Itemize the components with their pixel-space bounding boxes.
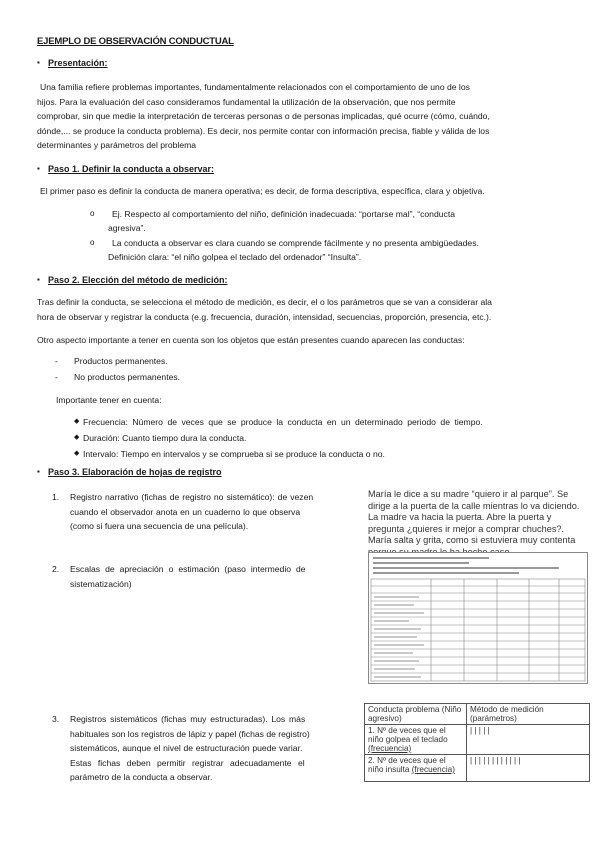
table-header-row — [365, 704, 590, 725]
table-header-cell: Método de medición (parámetros) — [467, 704, 590, 725]
table-cell: 2. Nº de veces que el niño insulta (frecuencia) — [365, 755, 467, 782]
circle-bullet-icon: o — [90, 209, 95, 218]
registro-item: 3. Registros sistemáticos (fichas muy estructuradas). Los más habituales son los registros de lápiz y papel (fichas de registro) sistemáticos, aunque el nivel de estructuración puede variar. Estas fichas deben permitir registrar adecuadamente el parámetro de la conducta a observar. — [52, 714, 310, 782]
section-paso1-heading: ▪ Paso 1. Definir la conducta a observar: — [37, 164, 215, 174]
paso1-intro: El primer paso es definir la conducta de manera operativa; es decir, de forma descriptiva, específica, clara y objetiva. — [40, 186, 485, 196]
bullet-icon: ▪ — [37, 164, 40, 173]
tally-marks: | | | | | | | | | | | | — [467, 755, 590, 782]
important-note: Importante tener en cuenta: — [56, 395, 162, 405]
narrative-example: María le dice a su madre “quiero ir al parque”. Se dirige a la puerta de la calle mientras lo va diciendo. La madre va hacia la puerta. Abre la puerta y pregunta ¿quieres ir mejor a comprar chuches?. María salta y grita, como si estuviera muy contenta — [368, 489, 580, 545]
table-row — [365, 725, 590, 755]
rating-scale-image — [369, 553, 587, 683]
diamond-icon: ◆ — [74, 450, 80, 457]
diamond-icon: ◆ — [74, 434, 80, 441]
section-paso2-heading: ▪ Paso 2. Elección del método de medición: — [37, 275, 228, 285]
section-presentacion-heading: ▪ Presentación: — [37, 58, 108, 68]
paso1-item: o La conducta a observar es clara cuando se comprende fácilmente y no presenta ambigüedades. Definición clara: “el niño golpea el teclado del ordenador” “Insulta”. — [90, 238, 479, 262]
systematic-register-table — [364, 703, 590, 782]
dash-list-item: - No productos permanentes. — [55, 372, 181, 382]
paso2-paragraph: Tras definir la conducta, se selecciona el método de medición, es decir, el o los parámetros que se van a considerar ala hora de observar y registrar la conducta (e.g. frecuencia, duración, intensidad, secuencias, proporción, presencia, etc.). — [37, 297, 492, 322]
tally-marks: | | | | | — [467, 725, 590, 755]
bullet-icon: ▪ — [37, 58, 40, 67]
table-row — [365, 755, 590, 782]
dash-list-item: - Productos permanentes. — [55, 356, 168, 366]
bullet-icon: ▪ — [37, 467, 40, 476]
registro-item: 1. Registro narrativo (fichas de registro no sistemático): de vezen cuando el observador anota en un cuaderno lo que observa (como si fuera una secuencia de una película). — [52, 492, 314, 531]
section-paso3-heading: ▪ Paso 3. Elaboración de hojas de registro — [37, 467, 222, 477]
bullet-icon: ▪ — [37, 275, 40, 284]
table-header-cell: Conducta problema (Niño agresivo) — [365, 704, 467, 725]
registro-item: 2. Escalas de apreciación o estimación (paso intermedio de sistematización) — [52, 564, 306, 589]
paso1-item: o Ej. Respecto al comportamiento del niño, definición inadecuada: “portarse mal”, “conducta agresiva”. — [90, 209, 455, 233]
diamond-list-item: ◆ Duración: Cuanto tiempo dura la conducta. — [74, 431, 569, 446]
diamond-list-item: ◆ Frecuencia: Número de veces que se produce la conducta en un determinado periodo de tiempo. — [74, 415, 569, 430]
paso2-paragraph: Otro aspecto importante a tener en cuenta son los objetos que están presentes cuando aparecen las conductas: — [37, 335, 465, 345]
diamond-icon: ◆ — [74, 418, 80, 425]
page-title: EJEMPLO DE OBSERVACIÓN CONDUCTUAL — [37, 36, 234, 47]
diamond-list-item: ◆ Intervalo: Tiempo en intervalos y se comprueba si se produce la conducta o no. — [74, 447, 569, 462]
presentacion-paragraph: Una familia refiere problemas importantes, fundamentalmente relacionados con el comportamiento de uno de los hijos. Para la evaluación del caso consideramos fundamental la utilización de la observación, que nos permite comprobar, sin que medie la interpretación de terceras personas o de personas implicadas, qué ocurre (cómo, cuándo, dónde,... se produce la conducta problema). Es decir, nos permite contar con información precisa, fiable y válida de los determinantes y parámetros del problema — [37, 82, 490, 150]
table-cell: 1. Nº de veces que el niño golpea el teclado (frecuencia) — [365, 725, 467, 755]
rating-scale-figure — [368, 552, 588, 684]
circle-bullet-icon: o — [90, 238, 95, 247]
